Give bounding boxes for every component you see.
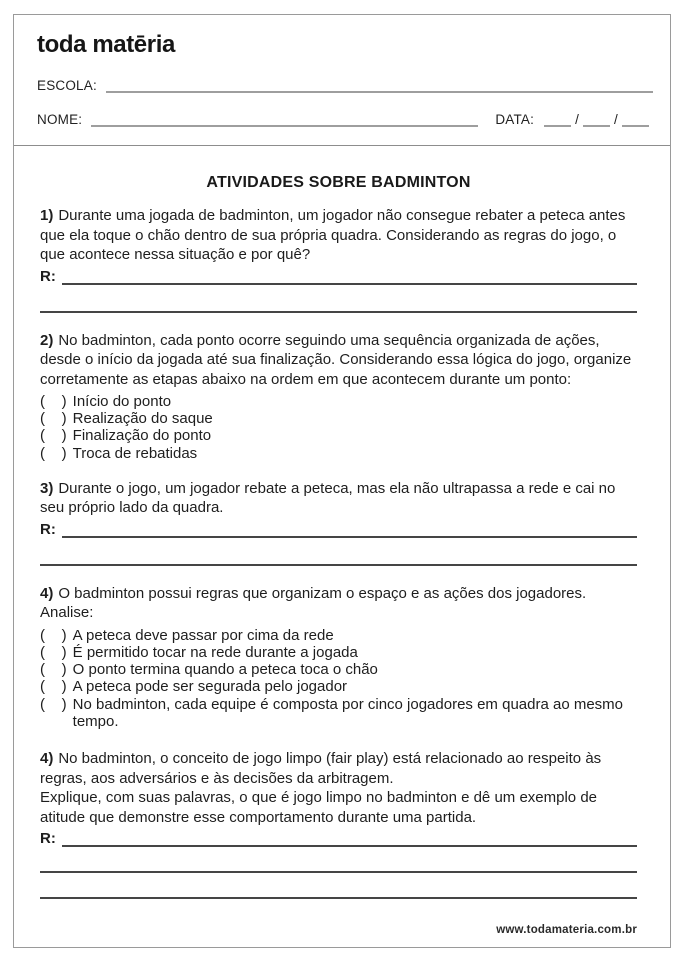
option-parentheses[interactable]: ( ) bbox=[40, 444, 67, 462]
name-field-row bbox=[37, 112, 653, 127]
footer-url: www.todamateria.com.br bbox=[496, 923, 637, 936]
option-item bbox=[40, 696, 637, 730]
option-item bbox=[40, 445, 637, 462]
option-label: O ponto termina quando a peteca toca o chão bbox=[72, 661, 378, 679]
option-parentheses[interactable]: ( ) bbox=[40, 695, 67, 713]
school-input-line[interactable] bbox=[106, 80, 653, 93]
question-number: 4) bbox=[40, 584, 54, 602]
question-5-paragraph bbox=[40, 749, 637, 827]
option-item bbox=[40, 627, 637, 644]
option-label: Início do ponto bbox=[72, 393, 172, 410]
date-month-blank[interactable] bbox=[583, 114, 610, 127]
option-item bbox=[40, 678, 637, 695]
answer-label: R: bbox=[40, 830, 56, 848]
answer-blank-line[interactable] bbox=[40, 538, 637, 566]
answer-label: R: bbox=[40, 520, 56, 538]
question-text: No badminton, o conceito de jogo limpo (fair play) está relacionado ao respeito às regras, aos adversários e às decisões da arbitragem. bbox=[40, 750, 602, 787]
question-text-line2: Analise: bbox=[40, 604, 94, 622]
name-label: NOME: bbox=[37, 112, 83, 127]
answer-blank-line[interactable] bbox=[40, 285, 637, 313]
question-text: No badminton, cada ponto ocorre seguindo uma sequência organizada de ações, desde o início da jogada até sua finalização. Considerando essa lógica do jogo, organize corretamente as etapas abaixo na ordem em que acontecem durante um ponto: bbox=[40, 331, 632, 388]
option-item bbox=[40, 393, 637, 410]
question-text-line2: Explique, com suas palavras, o que é jogo limpo no badminton e dê um exemplo de atitude que demonstre esse comportamento durante uma partida. bbox=[40, 789, 597, 826]
answer-label: R: bbox=[40, 267, 56, 285]
date-year-blank[interactable] bbox=[622, 114, 649, 127]
options-list bbox=[40, 393, 637, 462]
option-label: Troca de rebatidas bbox=[72, 444, 198, 462]
question-number: 1) bbox=[40, 207, 54, 224]
date-day-blank[interactable] bbox=[544, 114, 571, 127]
brand-logo: toda matēria bbox=[37, 31, 175, 58]
option-parentheses[interactable]: ( ) bbox=[40, 427, 67, 445]
option-parentheses[interactable]: ( ) bbox=[40, 393, 67, 410]
question-number: 3) bbox=[40, 479, 54, 497]
option-parentheses[interactable]: ( ) bbox=[40, 410, 67, 428]
school-field-row bbox=[37, 78, 653, 93]
option-item bbox=[40, 661, 637, 678]
answer-blank-line[interactable] bbox=[62, 523, 637, 538]
answer-row bbox=[40, 521, 637, 538]
date-slash: / bbox=[614, 112, 618, 127]
option-label: É permitido tocar na rede durante a jogada bbox=[72, 644, 358, 662]
worksheet-body bbox=[14, 146, 670, 947]
option-label: No badminton, cada equipe é composta por cinco jogadores em quadra ao mesmo tempo. bbox=[72, 695, 623, 730]
worksheet-page bbox=[13, 14, 671, 948]
option-parentheses[interactable]: ( ) bbox=[40, 678, 67, 696]
option-item bbox=[40, 410, 637, 427]
option-label: Finalização do ponto bbox=[72, 427, 212, 445]
question-number: 4) bbox=[40, 750, 54, 768]
question-1 bbox=[40, 206, 637, 313]
option-label: A peteca pode ser segurada pelo jogador bbox=[72, 678, 348, 696]
answer-blank-line[interactable] bbox=[40, 873, 637, 899]
school-label: ESCOLA: bbox=[37, 78, 97, 93]
option-parentheses[interactable]: ( ) bbox=[40, 661, 67, 679]
date-field bbox=[495, 112, 653, 127]
option-label: A peteca deve passar por cima da rede bbox=[72, 626, 334, 644]
date-slash: / bbox=[575, 112, 580, 127]
question-text: Durante uma jogada de badminton, um jogador não consegue rebater a peteca antes que ela toque o chão dentro de sua própria quadra. Considerando as regras do jogo, o que acontece nessa situação e por quê? bbox=[40, 207, 626, 263]
option-parentheses[interactable]: ( ) bbox=[40, 644, 67, 662]
question-text: Durante o jogo, um jogador rebate a peteca, mas ela não ultrapassa a rede e cai no seu próprio lado da quadra. bbox=[40, 479, 616, 517]
option-label: Realização do saque bbox=[72, 410, 213, 428]
page-header bbox=[14, 15, 670, 146]
question-4 bbox=[40, 584, 637, 730]
question-2-paragraph bbox=[40, 331, 637, 390]
answer-blank-line[interactable] bbox=[40, 847, 637, 873]
question-number: 2) bbox=[40, 331, 54, 349]
answer-blank-line[interactable] bbox=[62, 270, 637, 285]
answer-row bbox=[40, 268, 637, 285]
question-3-paragraph bbox=[40, 479, 637, 518]
question-3 bbox=[40, 479, 637, 566]
question-text: O badminton possui regras que organizam o espaço e as ações dos jogadores. bbox=[58, 584, 587, 602]
option-item bbox=[40, 427, 637, 444]
question-4-paragraph bbox=[40, 584, 637, 623]
option-item bbox=[40, 644, 637, 661]
options-list bbox=[40, 627, 637, 730]
answer-row bbox=[40, 830, 637, 847]
name-input-line[interactable] bbox=[91, 114, 478, 127]
answer-blank-line[interactable] bbox=[62, 832, 637, 847]
question-2 bbox=[40, 331, 637, 462]
date-label: DATA: bbox=[495, 112, 535, 127]
question-5 bbox=[40, 749, 637, 899]
question-1-paragraph bbox=[40, 206, 637, 265]
page-title: ATIVIDADES SOBRE BADMINTON bbox=[206, 174, 471, 191]
option-parentheses[interactable]: ( ) bbox=[40, 626, 67, 644]
